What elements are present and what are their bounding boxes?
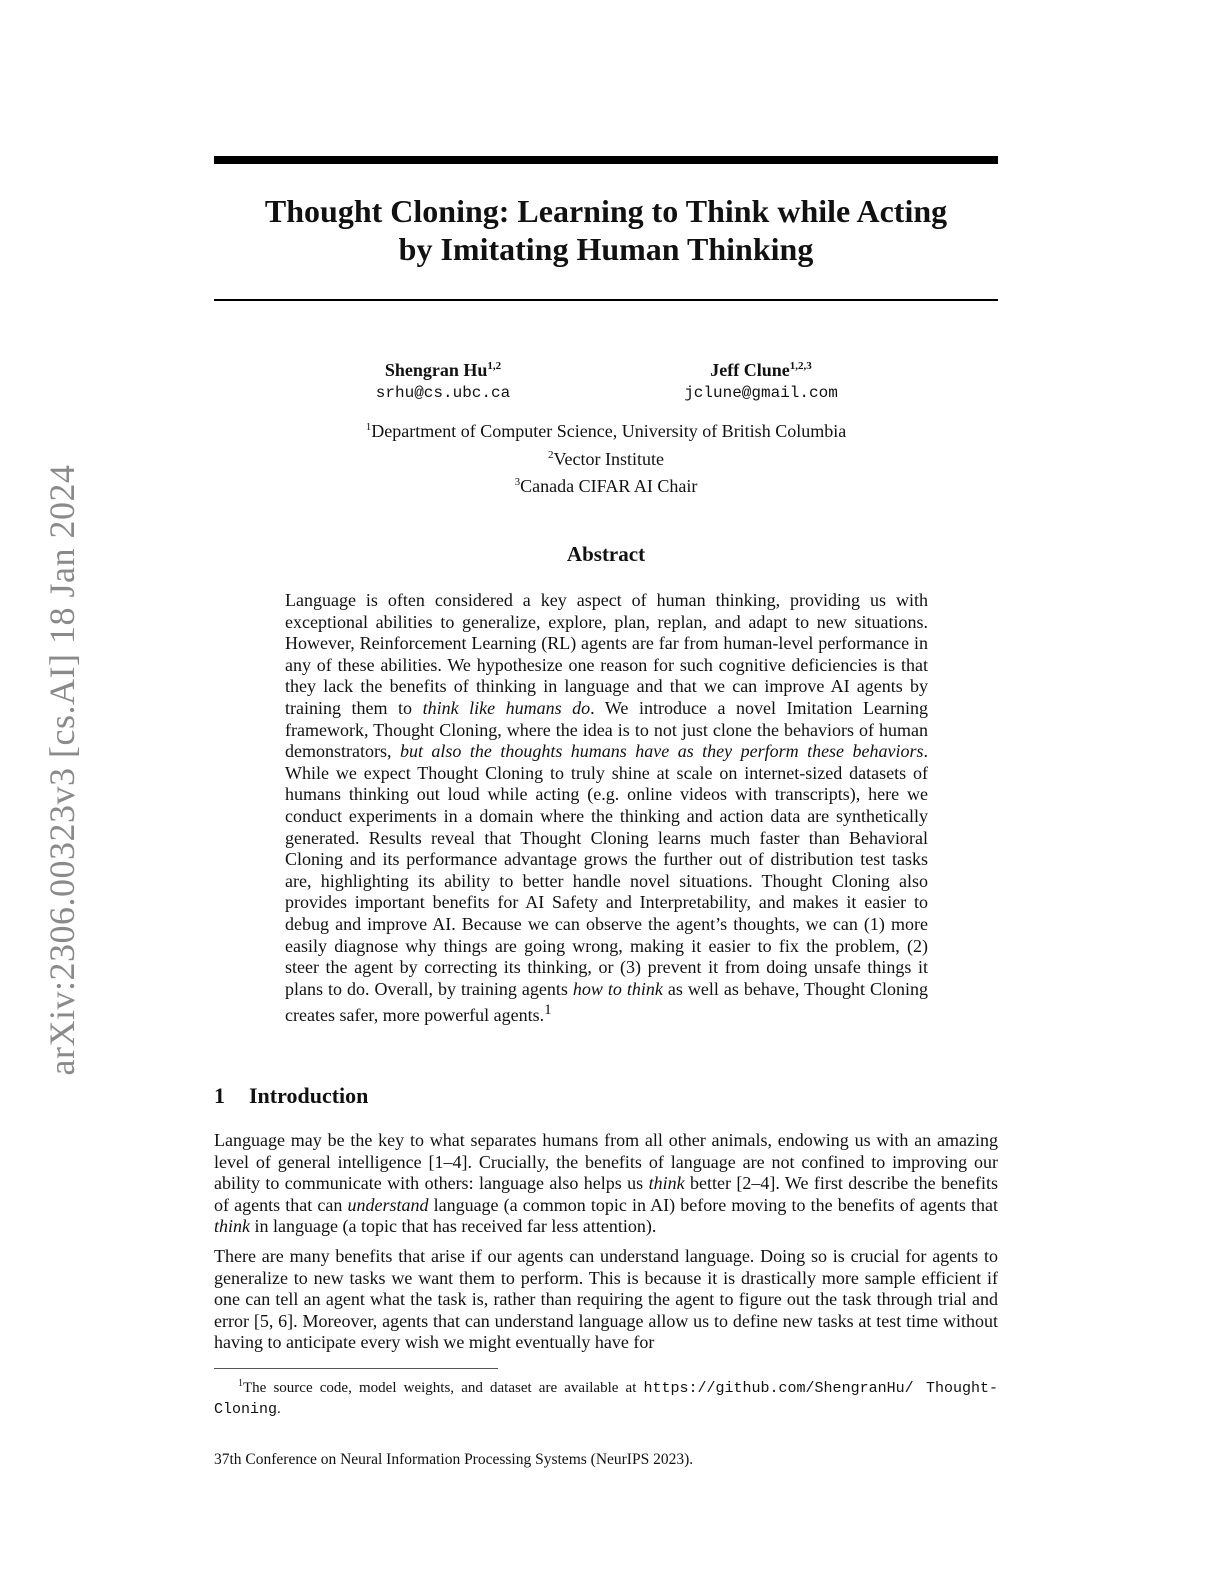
section-title: Introduction — [249, 1083, 369, 1108]
footnote-rule — [214, 1368, 498, 1369]
author-affil-mark: 1,2,3 — [789, 360, 812, 372]
author-affil-mark: 1,2 — [487, 360, 502, 372]
author-email: jclune@gmail.com — [684, 384, 838, 402]
author-block — [611, 355, 911, 405]
abstract-text: Language is often considered a key aspect of human thinking, providing us with exceptional abilities to generalize, explore, plan, replan, and adapt to new situations. However, Reinforcement Learning (RL) agents are far from human-level performance in any of these abilities. We hypothesize one reason for such cognitive deficiencies is that they lack the benefits of thinking in language and that we can improve AI agents by training them to think like humans do. We introduce a novel Imitation Learning framework, Thought Cloning, where the idea is to not just clone the behaviors of human demonstrators, but also the thoughts humans have as they perform these behaviors. While we expect Thought Cloning to truly shine at scale on internet-sized datasets of humans thinking out loud while acting (e.g. online videos with transcripts), here we conduct experiments in a domain where the thinking and action data are synthetically generated. Results reveal that Thought Cloning learns much faster than Behavioral Cloning and its performance advantage grows the further out of distribution test tasks are, highlighting its ability to better handle novel situations. Thought Cloning also provides important benefits for AI Safety and Interpretability, and makes it easier to debug and improve AI. Because we can observe the agent’s thoughts, we can (1) more easily diagnose why things are going wrong, making it easier to fix the problem, (2) steer the agent by correcting its thinking, or (3) prevent it from doing unsafe things it plans to do. Overall, by training agents how to think as well as behave, Thought Cloning creates safer, more powerful agents.$^1$ — [285, 590, 929, 1026]
paragraph: Language may be the key to what separates humans from all other animals, endowing us with an amazing level of general intelligence [1–4]. Crucially, the benefits of language are not confined to improving our ability to communicate with others: language also helps us think better [2–4]. We first describe the benefits of agents that can understand language (a common topic in AI) before moving to the benefits of agents that think in language (a topic that has received far less attention). — [214, 1130, 999, 1237]
title-line-2: by Imitating Human Thinking — [398, 231, 814, 267]
footnote: $^1$The source code, model weights, and dataset are available at https://github.com/ShengranHu/ Thought-Cloning. — [214, 1378, 998, 1418]
title-top-rule — [214, 156, 998, 164]
paragraph: There are many benefits that arise if our agents can understand language. Doing so is crucial for agents to generalize to new tasks we want them to perform. This is because it is drastically more sample efficient if one can tell an agent what the task is, rather than requiring the agent to figure out the task through trial and error [5, 6]. Moreover, agents that can understand language allow us to define new tasks at test time without having to anticipate every wish we might eventually have for — [214, 1245, 998, 1353]
affiliations — [214, 416, 998, 499]
arxiv-identifier: arXiv:2306.00323v3 [cs.AI] 18 Jan 2024 — [42, 464, 82, 1076]
title-line-1: Thought Cloning: Learning to Think while Acting — [264, 193, 948, 229]
footnote-marker: 1 — [544, 1002, 552, 1019]
title-bottom-rule — [214, 299, 998, 301]
abstract-heading: Abstract — [566, 542, 646, 566]
introduction-body — [214, 1130, 998, 1362]
footnote-mark: 1 — [238, 1378, 243, 1389]
section-number: 1 — [214, 1083, 225, 1108]
author-block — [293, 355, 593, 405]
author-email: srhu@cs.ubc.ca — [375, 384, 511, 402]
affiliation: $^2$Vector Institute — [548, 448, 664, 469]
paper-title — [214, 192, 998, 268]
author-name: Shengran Hu$^{1,2}$ — [384, 360, 502, 380]
affiliation: $^3$Canada CIFAR AI Chair — [514, 476, 698, 496]
venue-note: 37th Conference on Neural Information Processing Systems (NeurIPS 2023). — [214, 1451, 694, 1468]
author-name: Jeff Clune$^{1,2,3}$ — [710, 360, 812, 380]
section-heading — [214, 1081, 368, 1111]
footnote-link[interactable]: https://github.com/ShengranHu/ Thought-Cloning — [214, 1380, 998, 1418]
affiliation: $^1$Department of Computer Science, University of British Columbia — [365, 421, 847, 441]
